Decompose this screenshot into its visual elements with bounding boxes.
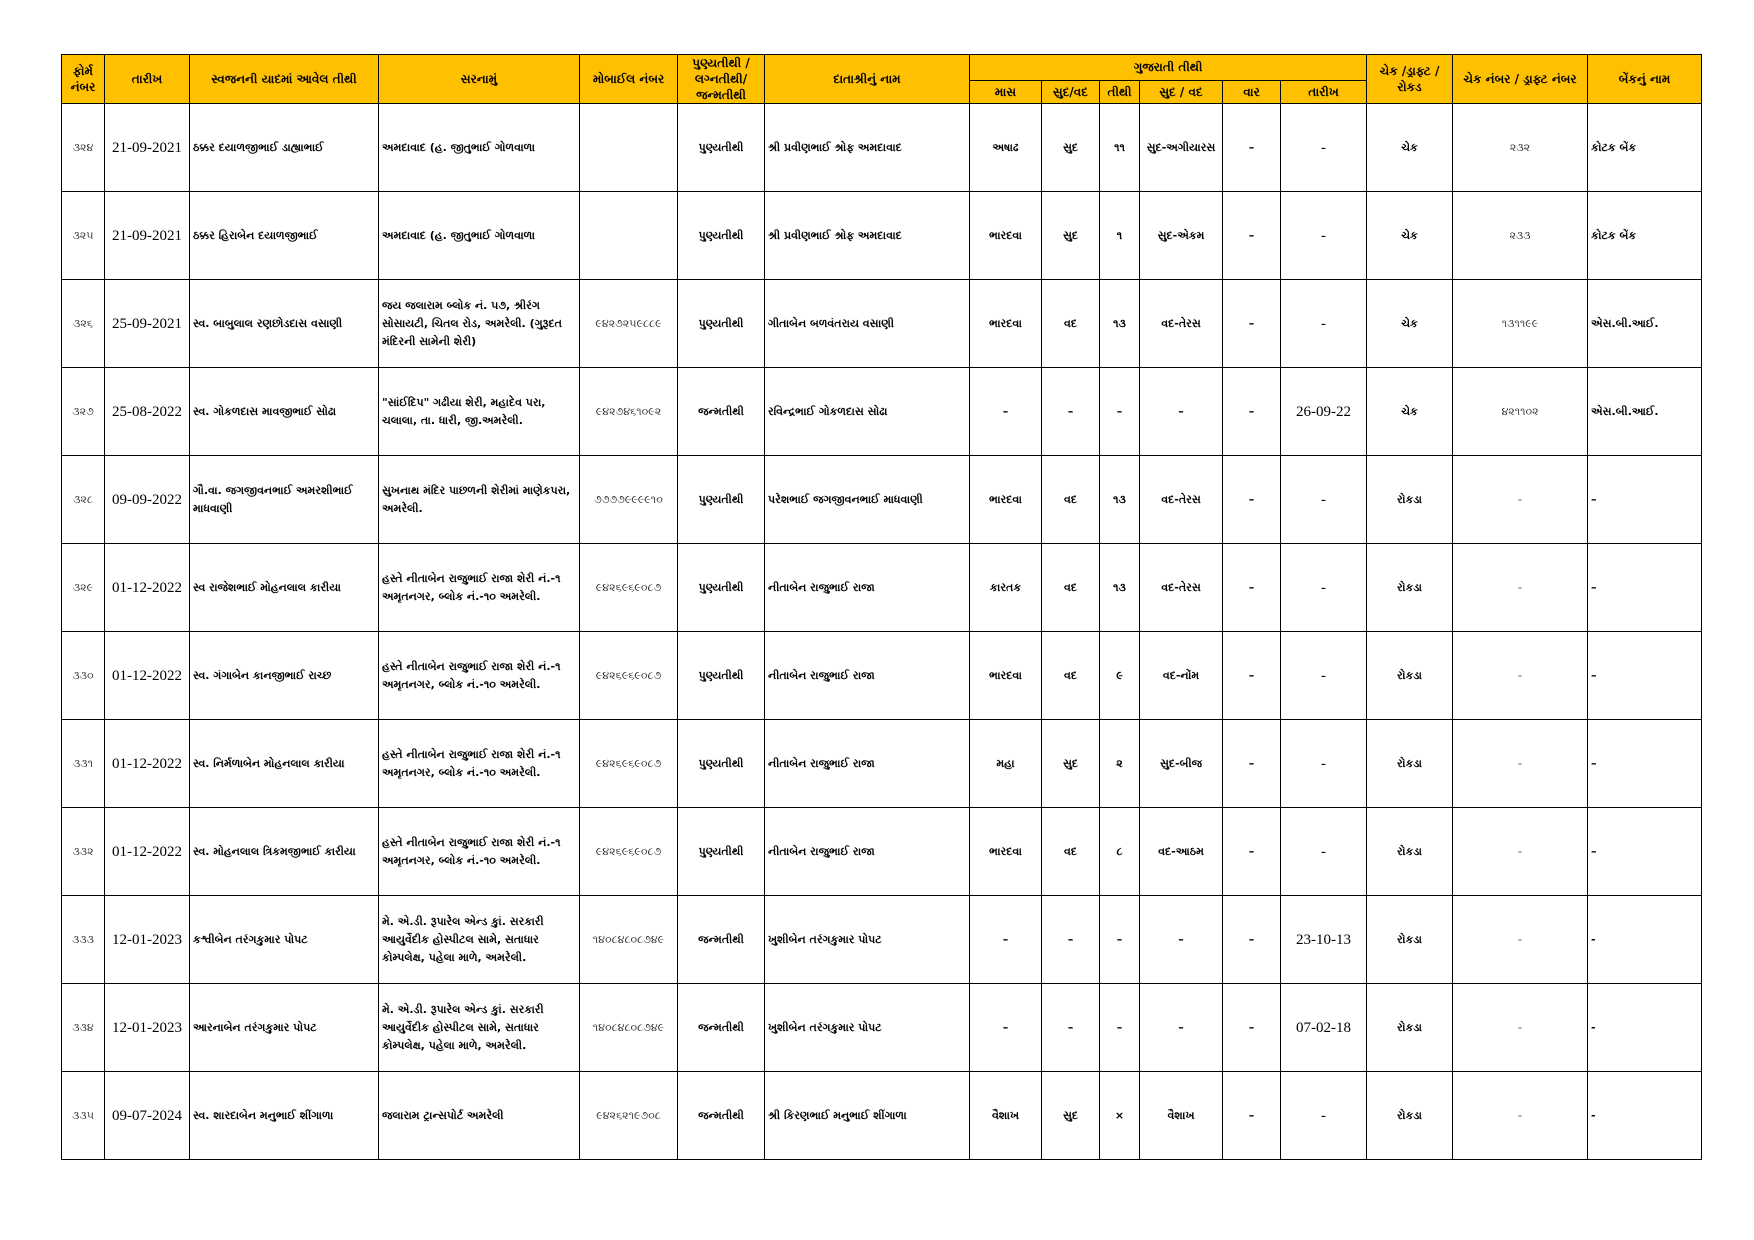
address-cell: હસ્તે નીતાબેન રાજુભાઈ રાજા શેરી નં.-૧ અમૃતનગર, બ્લોક નં.-૧૦ અમરેલી. — [379, 808, 580, 896]
month-cell: – — [970, 368, 1042, 456]
date-cell: 12-01-2023 — [105, 984, 190, 1072]
header-tithi-date: તારીખ — [1281, 80, 1367, 103]
form-no-cell: ૩૩૫ — [62, 1072, 105, 1160]
header-form-no: ફોર્મ નંબર — [62, 55, 105, 104]
weekday-cell: – — [1223, 984, 1281, 1072]
sud-vad-cell: વદ — [1042, 632, 1100, 720]
date-cell: 01-12-2022 — [105, 808, 190, 896]
donor-cell: નીતાબેન રાજુભાઈ રાજા — [765, 632, 970, 720]
tithi-name-cell: સુદ-એકમ — [1140, 192, 1223, 280]
cheque-no-cell: ૪૨૧૧૦૨ — [1453, 368, 1588, 456]
address-cell: જલારામ ટ્રાન્સપોર્ટ અમરેલી — [379, 1072, 580, 1160]
tithi-date-cell: - — [1281, 544, 1367, 632]
tithi-date-cell: - — [1281, 280, 1367, 368]
form-no-cell: ૩૨૯ — [62, 544, 105, 632]
weekday-cell: – — [1223, 104, 1281, 192]
tithi-name-cell: વદ-તેરસ — [1140, 456, 1223, 544]
donor-cell: ખુશીબેન તરંગકુમાર પોપટ — [765, 984, 970, 1072]
month-cell: મહા — [970, 720, 1042, 808]
cheque-no-cell: - — [1453, 984, 1588, 1072]
header-mobile: મોબાઈલ નંબર — [580, 55, 678, 104]
payment-mode-cell: રોકડા — [1367, 1072, 1453, 1160]
occasion-cell: પુણ્યતીથી — [678, 456, 765, 544]
address-cell: મે. એ.ડી. રૂપારેલ એન્ડ કાું. સરકારી આયુર્વેદીક હોસ્પીટલ સામે, સતાધાર કોમ્પલેક્ષ, પહેલા માળે, અમરેલી. — [379, 896, 580, 984]
tithi-cell: – — [1100, 896, 1140, 984]
payment-mode-cell: રોકડા — [1367, 456, 1453, 544]
address-cell: અમદાવાદ (હ. જીતુભાઈ ગોળવાળા — [379, 104, 580, 192]
table-row — [62, 808, 1702, 896]
donation-register-table — [61, 54, 1702, 1160]
tithi-date-cell: - — [1281, 1072, 1367, 1160]
sud-vad-cell: વદ — [1042, 456, 1100, 544]
date-cell: 01-12-2022 — [105, 632, 190, 720]
weekday-cell: – — [1223, 808, 1281, 896]
date-cell: 25-08-2022 — [105, 368, 190, 456]
mobile-cell — [580, 104, 678, 192]
tithi-date-cell: 07-02-18 — [1281, 984, 1367, 1072]
tithi-cell: ૧૩ — [1100, 456, 1140, 544]
form-no-cell: ૩૨૭ — [62, 368, 105, 456]
tithi-date-cell: 26-09-22 — [1281, 368, 1367, 456]
sud-vad-cell: વદ — [1042, 808, 1100, 896]
weekday-cell: – — [1223, 896, 1281, 984]
mobile-cell: ૧૪૦૮૪૮૦૮૭૪૯ — [580, 896, 678, 984]
bank-cell: - — [1588, 984, 1702, 1072]
occasion-cell: જન્મતીથી — [678, 1072, 765, 1160]
memorial-name-cell: ઠક્કર હિરાબેન દયાળજીભાઈ — [190, 192, 379, 280]
table-row — [62, 280, 1702, 368]
mobile-cell: ૯૪૨૬૯૬૯૦૮૭ — [580, 808, 678, 896]
table-row — [62, 984, 1702, 1072]
form-no-cell: ૩૩૪ — [62, 984, 105, 1072]
form-no-cell: ૩૨૫ — [62, 192, 105, 280]
sud-vad-cell: સુદ — [1042, 192, 1100, 280]
address-cell: હસ્તે નીતાબેન રાજુભાઈ રાજા શેરી નં.-૧ અમૃતનગર, બ્લોક નં.-૧૦ અમરેલી. — [379, 544, 580, 632]
tithi-date-cell: - — [1281, 456, 1367, 544]
header-tithi: તીથી — [1100, 80, 1140, 103]
occasion-cell: પુણ્યતીથી — [678, 280, 765, 368]
table-row — [62, 1072, 1702, 1160]
header-month: માસ — [970, 80, 1042, 103]
month-cell: ભારદવા — [970, 280, 1042, 368]
tithi-name-cell: સુદ-અગીયારસ — [1140, 104, 1223, 192]
donor-cell: ગીતાબેન બળવંતરાય વસાણી — [765, 280, 970, 368]
month-cell: કારતક — [970, 544, 1042, 632]
date-cell: 21-09-2021 — [105, 192, 190, 280]
occasion-cell: જન્મતીથી — [678, 984, 765, 1072]
table-row — [62, 544, 1702, 632]
form-no-cell: ૩૨૪ — [62, 104, 105, 192]
address-cell: "સાંઈદિપ" ગઢીયા શેરી, મહાદેવ પરા, ચલાલા, તા. ધારી, જી.અમરેલી. — [379, 368, 580, 456]
tithi-date-cell: - — [1281, 632, 1367, 720]
tithi-name-cell: – — [1140, 896, 1223, 984]
address-cell: અમદાવાદ (હ. જીતુભાઈ ગોળવાળા — [379, 192, 580, 280]
payment-mode-cell: ચેક — [1367, 368, 1453, 456]
tithi-name-cell: વૈશાખ — [1140, 1072, 1223, 1160]
sud-vad-cell: સુદ — [1042, 720, 1100, 808]
sud-vad-cell: સુદ — [1042, 104, 1100, 192]
payment-mode-cell: ચેક — [1367, 104, 1453, 192]
bank-cell: – — [1588, 456, 1702, 544]
address-cell: હસ્તે નીતાબેન રાજુભાઈ રાજા શેરી નં.-૧ અમૃતનગર, બ્લોક નં.-૧૦ અમરેલી. — [379, 632, 580, 720]
payment-mode-cell: રોકડા — [1367, 808, 1453, 896]
tithi-cell: ૯ — [1100, 632, 1140, 720]
weekday-cell: – — [1223, 280, 1281, 368]
header-address: સરનામું — [379, 55, 580, 104]
bank-cell: – — [1588, 808, 1702, 896]
memorial-name-cell: સ્વ રાજેશભાઈ મોહનલાલ કારીયા — [190, 544, 379, 632]
cheque-no-cell: - — [1453, 720, 1588, 808]
memorial-name-cell: સ્વ. ગંગાબેન કાનજીભાઈ રાચ્છ — [190, 632, 379, 720]
tithi-cell: ૨ — [1100, 720, 1140, 808]
address-cell: હસ્તે નીતાબેન રાજુભાઈ રાજા શેરી નં.-૧ અમૃતનગર, બ્લોક નં.-૧૦ અમરેલી. — [379, 720, 580, 808]
donor-cell: શ્રી પ્રવીણભાઈ શ્રોફ અમદાવાદ — [765, 192, 970, 280]
table-row — [62, 632, 1702, 720]
month-cell: ભારદવા — [970, 632, 1042, 720]
form-no-cell: ૩૨૮ — [62, 456, 105, 544]
month-cell: વૈશાખ — [970, 1072, 1042, 1160]
donor-cell: રવિન્દ્રભાઈ ગોકળદાસ સોઢા — [765, 368, 970, 456]
cheque-no-cell: - — [1453, 544, 1588, 632]
memorial-name-cell: સ્વ. બાબુલાલ રણછોડદાસ વસાણી — [190, 280, 379, 368]
tithi-cell: – — [1100, 368, 1140, 456]
month-cell: – — [970, 984, 1042, 1072]
tithi-cell: ૮ — [1100, 808, 1140, 896]
memorial-name-cell: સ્વ. મોહનલાલ ત્રિકમજીભાઈ કારીયા — [190, 808, 379, 896]
table-row — [62, 896, 1702, 984]
form-no-cell: ૩૨૬ — [62, 280, 105, 368]
tithi-name-cell: વદ-આઠમ — [1140, 808, 1223, 896]
occasion-cell: પુણ્યતીથી — [678, 808, 765, 896]
date-cell: 12-01-2023 — [105, 896, 190, 984]
donor-cell: શ્રી પ્રવીણભાઈ શ્રોફ અમદાવાદ — [765, 104, 970, 192]
tithi-cell: ૧૩ — [1100, 544, 1140, 632]
mobile-cell: ૯૪૨૬૨૧૯૭૦૮ — [580, 1072, 678, 1160]
form-no-cell: ૩૩૨ — [62, 808, 105, 896]
memorial-name-cell: સ્વ. ગોકળદાસ માવજીભાઈ સોઢા — [190, 368, 379, 456]
payment-mode-cell: રોકડા — [1367, 984, 1453, 1072]
table-row — [62, 104, 1702, 192]
tithi-date-cell: - — [1281, 720, 1367, 808]
sud-vad-cell: સુદ — [1042, 1072, 1100, 1160]
month-cell: ભારદવા — [970, 456, 1042, 544]
tithi-name-cell: – — [1140, 984, 1223, 1072]
tithi-cell: ૧૩ — [1100, 280, 1140, 368]
sud-vad-cell: – — [1042, 896, 1100, 984]
memorial-name-cell: આરનાબેન તરંગકુમાર પોપટ — [190, 984, 379, 1072]
payment-mode-cell: ચેક — [1367, 280, 1453, 368]
donor-cell: નીતાબેન રાજુભાઈ રાજા — [765, 544, 970, 632]
cheque-no-cell: - — [1453, 632, 1588, 720]
mobile-cell: ૯૪૨૬૯૬૯૦૮૭ — [580, 544, 678, 632]
memorial-name-cell: સ્વ. શારદાબેન મનુભાઈ શીંગાળા — [190, 1072, 379, 1160]
sud-vad-cell: – — [1042, 984, 1100, 1072]
bank-cell: એસ.બી.આઈ. — [1588, 280, 1702, 368]
form-no-cell: ૩૩૩ — [62, 896, 105, 984]
header-weekday: વાર — [1223, 80, 1281, 103]
header-gujarati-tithi: ગુજરાતી તીથી — [970, 55, 1367, 81]
table-row — [62, 720, 1702, 808]
tithi-name-cell: – — [1140, 368, 1223, 456]
header-bank: બેંકનું નામ — [1588, 55, 1702, 104]
donor-cell: શ્રી કિરણભાઈ મનુભાઈ શીંગાળા — [765, 1072, 970, 1160]
occasion-cell: જન્મતીથી — [678, 368, 765, 456]
donor-cell: નીતાબેન રાજુભાઈ રાજા — [765, 808, 970, 896]
tithi-cell: × — [1100, 1072, 1140, 1160]
cheque-no-cell: ૧૩૧૧૯૯ — [1453, 280, 1588, 368]
bank-cell: – — [1588, 632, 1702, 720]
date-cell: 09-07-2024 — [105, 1072, 190, 1160]
date-cell: 09-09-2022 — [105, 456, 190, 544]
bank-cell: – — [1588, 720, 1702, 808]
tithi-name-cell: વદ-નોંમ — [1140, 632, 1223, 720]
donor-cell: પરેશભાઈ જગજીવનભાઈ માધવાણી — [765, 456, 970, 544]
tithi-cell: ૧૧ — [1100, 104, 1140, 192]
date-cell: 25-09-2021 — [105, 280, 190, 368]
mobile-cell: ૧૪૦૮૪૮૦૮૭૪૯ — [580, 984, 678, 1072]
cheque-no-cell: - — [1453, 896, 1588, 984]
month-cell: ભારદવા — [970, 808, 1042, 896]
weekday-cell: – — [1223, 544, 1281, 632]
cheque-no-cell: ૨૩૩ — [1453, 192, 1588, 280]
table-row — [62, 192, 1702, 280]
payment-mode-cell: રોકડા — [1367, 720, 1453, 808]
occasion-cell: પુણ્યતીથી — [678, 544, 765, 632]
weekday-cell: – — [1223, 456, 1281, 544]
tithi-date-cell: - — [1281, 104, 1367, 192]
table-body — [62, 104, 1702, 1160]
sud-vad-cell: વદ — [1042, 544, 1100, 632]
donor-cell: નીતાબેન રાજુભાઈ રાજા — [765, 720, 970, 808]
cheque-no-cell: - — [1453, 808, 1588, 896]
bank-cell: એસ.બી.આઈ. — [1588, 368, 1702, 456]
payment-mode-cell: ચેક — [1367, 192, 1453, 280]
table-header — [62, 55, 1702, 104]
tithi-date-cell: 23-10-13 — [1281, 896, 1367, 984]
memorial-name-cell: સ્વ. નિર્મળાબેન મોહનલાલ કારીયા — [190, 720, 379, 808]
table-row — [62, 368, 1702, 456]
address-cell: સુખનાથ મંદિર પાછળની શેરીમાં માણેકપરા, અમરેલી. — [379, 456, 580, 544]
bank-cell: - — [1588, 1072, 1702, 1160]
header-memorial-tithi: સ્વજનની યાદમાં આવેલ તીથી — [190, 55, 379, 104]
occasion-cell: પુણ્યતીથી — [678, 192, 765, 280]
mobile-cell: ૯૪૨૬૯૬૯૦૮૭ — [580, 720, 678, 808]
address-cell: મે. એ.ડી. રૂપારેલ એન્ડ કાું. સરકારી આયુર્વેદીક હોસ્પીટલ સામે, સતાધાર કોમ્પલેક્ષ, પહેલા માળે, અમરેલી. — [379, 984, 580, 1072]
cheque-no-cell: ૨૩૨ — [1453, 104, 1588, 192]
header-cheque-no: ચેક નંબર / ડ્રાફ્ટ નંબર — [1453, 55, 1588, 104]
tithi-name-cell: વદ-તેરસ — [1140, 544, 1223, 632]
occasion-cell: પુણ્યતીથી — [678, 104, 765, 192]
tithi-cell: – — [1100, 984, 1140, 1072]
cheque-no-cell: - — [1453, 456, 1588, 544]
month-cell: ભારદવા — [970, 192, 1042, 280]
memorial-name-cell: કશ્વીબેન તરંગકુમાર પોપટ — [190, 896, 379, 984]
occasion-cell: જન્મતીથી — [678, 896, 765, 984]
weekday-cell: – — [1223, 720, 1281, 808]
mobile-cell: ૯૪૨૭૪૬૧૦૯૨ — [580, 368, 678, 456]
tithi-date-cell: - — [1281, 192, 1367, 280]
date-cell: 01-12-2022 — [105, 544, 190, 632]
form-no-cell: ૩૩૧ — [62, 720, 105, 808]
weekday-cell: – — [1223, 632, 1281, 720]
memorial-name-cell: ગૌ.વા. જગજીવનભાઈ અમરશીભાઈ માધવાણી — [190, 456, 379, 544]
tithi-name-cell: વદ-તેરસ — [1140, 280, 1223, 368]
month-cell: અષાઢ — [970, 104, 1042, 192]
bank-cell: કોટક બેંક — [1588, 104, 1702, 192]
sud-vad-cell: – — [1042, 368, 1100, 456]
date-cell: 01-12-2022 — [105, 720, 190, 808]
header-sud-vad: સુદ/વદ — [1042, 80, 1100, 103]
header-sud-vad-name: સુદ / વદ — [1140, 80, 1223, 103]
occasion-cell: પુણ્યતીથી — [678, 632, 765, 720]
mobile-cell: ૯૪૨૬૯૬૯૦૮૭ — [580, 632, 678, 720]
header-donor: દાતાશ્રીનું નામ — [765, 55, 970, 104]
weekday-cell: – — [1223, 1072, 1281, 1160]
weekday-cell: – — [1223, 192, 1281, 280]
bank-cell: કોટક બેંક — [1588, 192, 1702, 280]
tithi-date-cell: - — [1281, 808, 1367, 896]
payment-mode-cell: રોકડા — [1367, 544, 1453, 632]
month-cell: – — [970, 896, 1042, 984]
weekday-cell: – — [1223, 368, 1281, 456]
mobile-cell: ૭૭૭૭૯૯૯૯૧૦ — [580, 456, 678, 544]
bank-cell: – — [1588, 544, 1702, 632]
cheque-no-cell: - — [1453, 1072, 1588, 1160]
form-no-cell: ૩૩૦ — [62, 632, 105, 720]
sud-vad-cell: વદ — [1042, 280, 1100, 368]
header-payment-mode: ચેક /ડ્રાફ્ટ / રોકડ — [1367, 55, 1453, 104]
payment-mode-cell: રોકડા — [1367, 632, 1453, 720]
header-date: તારીખ — [105, 55, 190, 104]
donor-cell: ખુશીબેન તરંગકુમાર પોપટ — [765, 896, 970, 984]
header-occasion: પુણ્યતીથી / લગ્નતીથી/ જન્મતીથી — [678, 55, 765, 104]
bank-cell: - — [1588, 896, 1702, 984]
mobile-cell — [580, 192, 678, 280]
date-cell: 21-09-2021 — [105, 104, 190, 192]
occasion-cell: પુણ્યતીથી — [678, 720, 765, 808]
address-cell: જય જલારામ બ્લોક નં. ૫૭, શ્રીરંગ સોસાયટી, ચિતલ રોડ, અમરેલી. (ગુરૂદત મંદિરની સામેની શેરી) — [379, 280, 580, 368]
tithi-cell: ૧ — [1100, 192, 1140, 280]
mobile-cell: ૯૪૨૭૨૫૯૮૮૯ — [580, 280, 678, 368]
memorial-name-cell: ઠક્કર દયાળજીભાઈ ડાહ્યાભાઈ — [190, 104, 379, 192]
tithi-name-cell: સુદ-બીજ — [1140, 720, 1223, 808]
payment-mode-cell: રોકડા — [1367, 896, 1453, 984]
table-row — [62, 456, 1702, 544]
